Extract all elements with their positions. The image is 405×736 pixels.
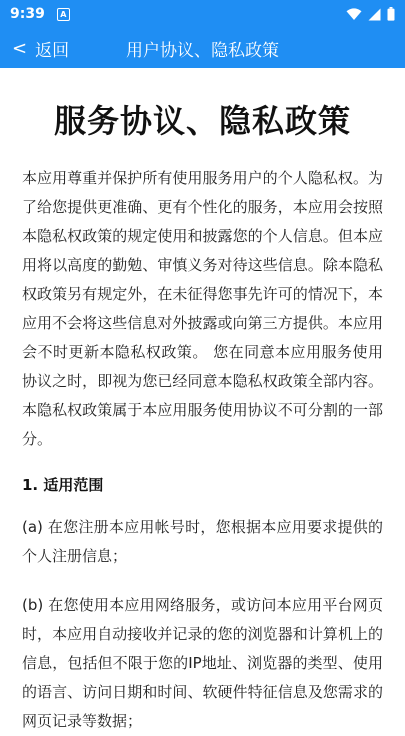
app-bar-title: 用户协议、隐私政策 [126, 40, 279, 61]
scope-item-b: (b) 在您使用本应用网络服务，或访问本应用平台网页时，本应用自动接收并记录的您的浏览器和计算机上的信息，包括但不限于您的IP地址、浏览器的类型、使用的语言、访问日期和时间、软硬件特征信息及您需求的网页记录等数据； [22, 596, 383, 730]
battery-icon [387, 7, 395, 21]
app-bar [0, 28, 405, 68]
cellular-signal-icon [368, 8, 381, 21]
scope-item-a: (a) 在您注册本应用帐号时，您根据本应用要求提供的个人注册信息； [22, 518, 383, 565]
status-time: 9:39 [10, 6, 45, 22]
status-bar [0, 0, 405, 28]
intro-paragraph: 本应用尊重并保护所有使用服务用户的个人隐私权。为了给您提供更准确、更有个性化的服务，本应用会按照本隐私权政策的规定使用和披露您的个人信息。但本应用将以高度的勤勉、审慎义务对待这些信息。除本隐私权政策另有规定外，在未征得您事先许可的情况下，本应用不会将这些信息对外披露或向第三方提供。本应用会不时更新本隐私权政策。 您在同意本应用服务使用协议之时，即视为您已经同意本隐私权政策全部内容。本隐私权政策属于本应用服务使用协议不可分割的一部分。 [22, 169, 383, 448]
chevron-left-icon: < [12, 37, 28, 59]
document-content[interactable] [0, 96, 405, 736]
section-heading-scope: 1. 适用范围 [22, 476, 104, 494]
back-label: 返回 [35, 40, 70, 61]
wifi-icon [346, 8, 362, 21]
document-title: 服务协议、隐私政策 [53, 102, 351, 140]
back-button[interactable] [0, 28, 81, 68]
status-icons [346, 7, 395, 21]
notification-icon: A [57, 8, 70, 21]
